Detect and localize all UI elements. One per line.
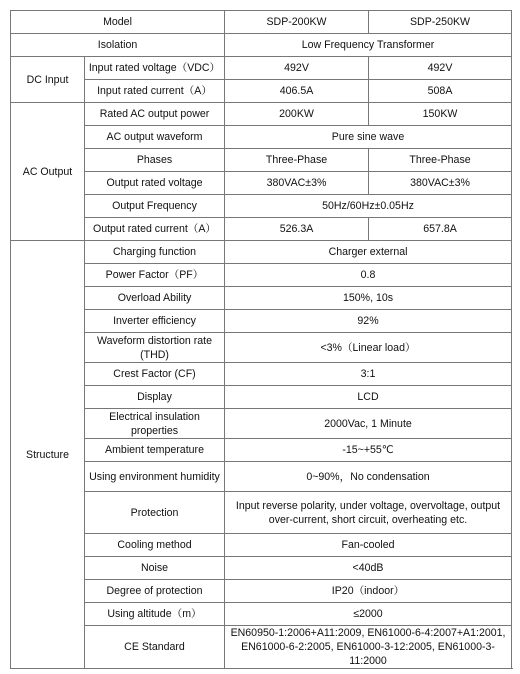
dc-current-1: 406.5A — [225, 80, 369, 103]
insulation-label: Electrical insulation properties — [85, 409, 225, 439]
ac-voltage-label: Output rated voltage — [85, 172, 225, 195]
insulation-value: 2000Vac, 1 Minute — [225, 409, 512, 439]
table-row — [11, 80, 512, 103]
ac-voltage-2: 380VAC±3% — [369, 172, 512, 195]
model-2: SDP-250KW — [369, 11, 512, 34]
table-row — [11, 310, 512, 333]
table-row — [11, 363, 512, 386]
efficiency-label: Inverter efficiency — [85, 310, 225, 333]
crest-value: 3:1 — [225, 363, 512, 386]
model-label: Model — [11, 11, 225, 34]
table-row — [11, 386, 512, 409]
ac-current-label: Output rated current（A） — [85, 218, 225, 241]
ac-current-2: 657.8A — [369, 218, 512, 241]
overload-value: 150%, 10s — [225, 287, 512, 310]
table-row — [11, 580, 512, 603]
structure-section: Structure — [11, 241, 85, 669]
efficiency-value: 92% — [225, 310, 512, 333]
table-row — [11, 409, 512, 439]
ac-power-2: 150KW — [369, 103, 512, 126]
ce-standard-value: EN60950-1:2006+A11:2009, EN61000-6-4:2007+A1:2001, EN61000-6-2:2005, EN61000-3-12:2005, EN61000-3-11:2000 — [225, 626, 512, 669]
table-row — [11, 195, 512, 218]
ac-phases-2: Three-Phase — [369, 149, 512, 172]
dc-voltage-1: 492V — [225, 57, 369, 80]
cooling-value: Fan-cooled — [225, 534, 512, 557]
table-row — [11, 534, 512, 557]
dc-voltage-2: 492V — [369, 57, 512, 80]
table-row — [11, 333, 512, 363]
dc-input-section: DC Input — [11, 57, 85, 103]
ac-voltage-1: 380VAC±3% — [225, 172, 369, 195]
ac-frequency-label: Output Frequency — [85, 195, 225, 218]
table-row — [11, 462, 512, 492]
table-row — [11, 103, 512, 126]
crest-label: Crest Factor (CF) — [85, 363, 225, 386]
table-row — [11, 603, 512, 626]
isolation-label: Isolation — [11, 34, 225, 57]
pf-value: 0.8 — [225, 264, 512, 287]
table-row — [11, 492, 512, 534]
overload-label: Overload Ability — [85, 287, 225, 310]
temperature-label: Ambient temperature — [85, 439, 225, 462]
altitude-label: Using altitude（m） — [85, 603, 225, 626]
table-row — [11, 439, 512, 462]
table-row — [11, 241, 512, 264]
ac-power-1: 200KW — [225, 103, 369, 126]
dc-current-label: Input rated current（A） — [85, 80, 225, 103]
ac-phases-1: Three-Phase — [225, 149, 369, 172]
table-row — [11, 149, 512, 172]
table-row — [11, 218, 512, 241]
ac-output-section: AC Output — [11, 103, 85, 241]
thd-value: <3%（Linear load） — [225, 333, 512, 363]
model-1: SDP-200KW — [225, 11, 369, 34]
table-row — [11, 11, 512, 34]
thd-label: Waveform distortion rate (THD) — [85, 333, 225, 363]
ce-standard-section: CE Standard — [85, 626, 225, 669]
table-row — [11, 264, 512, 287]
pf-label: Power Factor（PF） — [85, 264, 225, 287]
table-row — [11, 172, 512, 195]
dc-current-2: 508A — [369, 80, 512, 103]
ac-current-1: 526.3A — [225, 218, 369, 241]
ip-label: Degree of protection — [85, 580, 225, 603]
table-row — [11, 126, 512, 149]
ac-waveform-label: AC output waveform — [85, 126, 225, 149]
humidity-value: 0~90%，No condensation — [225, 462, 512, 492]
noise-value: <40dB — [225, 557, 512, 580]
table-row — [11, 57, 512, 80]
table-row — [11, 287, 512, 310]
dc-voltage-label: Input rated voltage（VDC） — [85, 57, 225, 80]
ac-phases-label: Phases — [85, 149, 225, 172]
humidity-label: Using environment humidity — [85, 462, 225, 492]
isolation-value: Low Frequency Transformer — [225, 34, 512, 57]
ip-value: IP20（indoor） — [225, 580, 512, 603]
table-row — [11, 34, 512, 57]
display-label: Display — [85, 386, 225, 409]
charging-label: Charging function — [85, 241, 225, 264]
protection-label: Protection — [85, 492, 225, 534]
altitude-value: ≤2000 — [225, 603, 512, 626]
cooling-label: Cooling method — [85, 534, 225, 557]
display-value: LCD — [225, 386, 512, 409]
protection-value: Input reverse polarity, under voltage, overvoltage, output over-current, short circuit, overheating etc. — [225, 492, 512, 534]
spec-table — [10, 10, 512, 669]
temperature-value: -15~+55℃ — [225, 439, 512, 462]
ac-power-label: Rated AC output power — [85, 103, 225, 126]
table-row — [11, 557, 512, 580]
noise-label: Noise — [85, 557, 225, 580]
ac-frequency-value: 50Hz/60Hz±0.05Hz — [225, 195, 512, 218]
ac-waveform-value: Pure sine wave — [225, 126, 512, 149]
charging-value: Charger external — [225, 241, 512, 264]
table-row — [11, 626, 512, 669]
